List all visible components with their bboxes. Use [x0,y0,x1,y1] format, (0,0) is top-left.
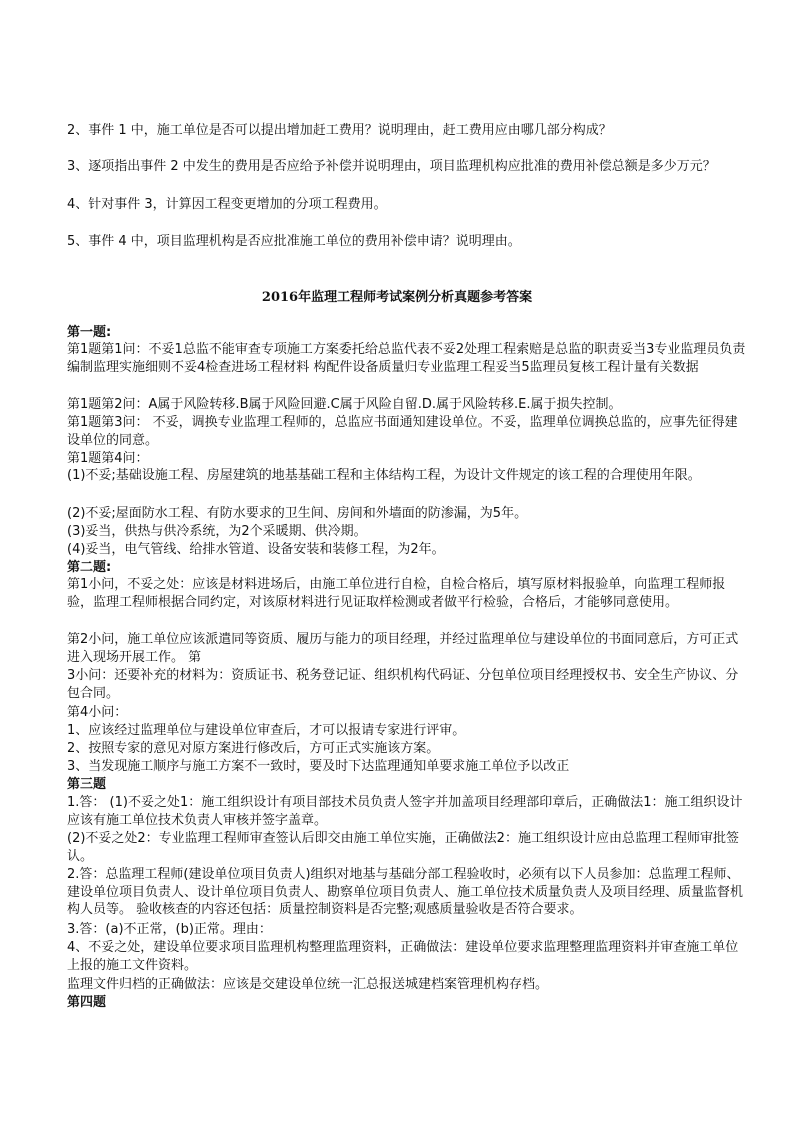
s3-a1-1: 1.答： (1)不妥之处1：施工组织设计有项目部技术员负责人签字并加盖项目经理部印章后，正确做法1：施工组织设计应该有施工单位技术负责人审核并签字盖章。 [67,795,743,828]
question-5: 5、事件 4 中，项目监理机构是否应批准施工单位的费用补偿申请？说明理由。 [67,234,521,249]
section-1-heading: 第一题: [67,325,112,340]
s1-q4-item-2: (2)不妥;屋面防水工程、有防水要求的卫生间、房间和外墙面的防渗漏，为5年。 [67,506,528,521]
s1-q4-item-1: (1)不妥;基础设施工程、房屋建筑的地基基础工程和主体结构工程，为设计文件规定的该工程的合理使用年限。 [67,468,701,483]
s1-q4-item-3: (3)妥当，供热与供冷系统，为2个采暖期、供冷期。 [67,524,367,539]
section-2-heading: 第二题: [67,560,112,575]
s2-q4-item-2: 2、按照专家的意见对原方案进行修改后，方可正式实施该方案。 [67,741,440,756]
s1-q4: 第1题第4问： [67,451,149,466]
s3-a3: 3.答：(a)不正常，(b)正常。理由： [67,922,272,937]
section-4-heading: 第四题 [67,995,107,1010]
s2-q3: 3小问：还要补充的材料为：资质证书、税务登记证、组织机构代码证、分包单位项目经理授权书、安全生产协议、分包合同。 [67,668,739,701]
question-3: 3、逐项指出事件 2 中发生的费用是否应给予补偿并说明理由，项目监理机构应批准的费用补偿总额是多少万元？ [67,159,716,174]
question-2: 2、事件 1 中，施工单位是否可以提出增加赶工费用？说明理由，赶工费用应由哪几部分构成？ [67,123,612,138]
s2-q2: 第2小问，施工单位应该派遣同等资质、履历与能力的项目经理，并经过监理单位与建设单位的书面同意后，方可正式进入现场开展工作。 第 [67,632,739,665]
s1-q1: 第1题第1问：不妥1总监不能审查专项施工方案委托给总监代表不妥2处理工程索赔是总监的职责妥当3专业监理员负责编制监理实施细则不妥4检查进场工程材料 构配件设备质量归专业监理工程妥当5监理员复核工程计量有关数据 [67,342,746,375]
question-4: 4、针对事件 3，计算因工程变更增加的分项工程费用。 [67,197,387,212]
s3-a4: 4、不妥之处，建设单位要求项目监理机构整理监理资料，正确做法：建设单位要求监理整理监理资料并审查施工单位上报的施工文件资料。 [67,940,739,973]
s1-q2: 第1题第2问：A属于风险转移.B属于风险回避.C属于风险自留.D.属于风险转移.E.属于损失控制。 [67,397,622,412]
s3-a2: 2.答：总监理工程师(建设单位项目负责人)组织对地基与基础分部工程验收时，必须有以下人员参加：总监理工程师、建设单位项目负责人、设计单位项目负责人、勘察单位项目负责人、施工单位技术质量负责人及项目经理、质量监督机构人员等。 验收核查的内容还包括：质量控制资料是否完整;观感质量验收是否符合要求。 [67,867,744,917]
s3-a1-2: (2)不妥之处2：专业监理工程师审查签认后即交由施工单位实施，正确做法2：施工组织设计应由总监理工程师审批签认。 [67,831,739,864]
page-title: 2016年监理工程师考试案例分析真题参考答案 [261,290,533,305]
s1-q4-item-4: (4)妥当，电气管线、给排水管道、设备安装和装修工程，为2年。 [67,542,445,557]
s2-q4-item-1: 1、应该经过监理单位与建设单位审查后，才可以报请专家进行评审。 [67,723,466,738]
section-3-heading: 第三题 [67,777,107,792]
s2-q1: 第1小问，不妥之处：应该是材料进场后，由施工单位进行自检，自检合格后，填写原材料报验单，向监理工程师报验，监理工程师根据合同约定，对该原材料进行见证取样检测或者做平行检验，合格后，才能够同意使用。 [67,577,726,610]
s1-q3: 第1题第3问： 不妥，调换专业监理工程师的，总监应书面通知建设单位。不妥，监理单位调换总监的，应事先征得建设单位的同意。 [67,415,738,448]
s2-q4-item-3: 3、当发现施工顺序与施工方案不一致时，要及时下达监理通知单要求施工单位予以改正 [67,759,570,774]
s2-q4: 第4小问： [67,705,128,720]
s3-archive: 监理文件归档的正确做法：应该是交建设单位统一汇总报送城建档案管理机构存档。 [67,977,549,992]
